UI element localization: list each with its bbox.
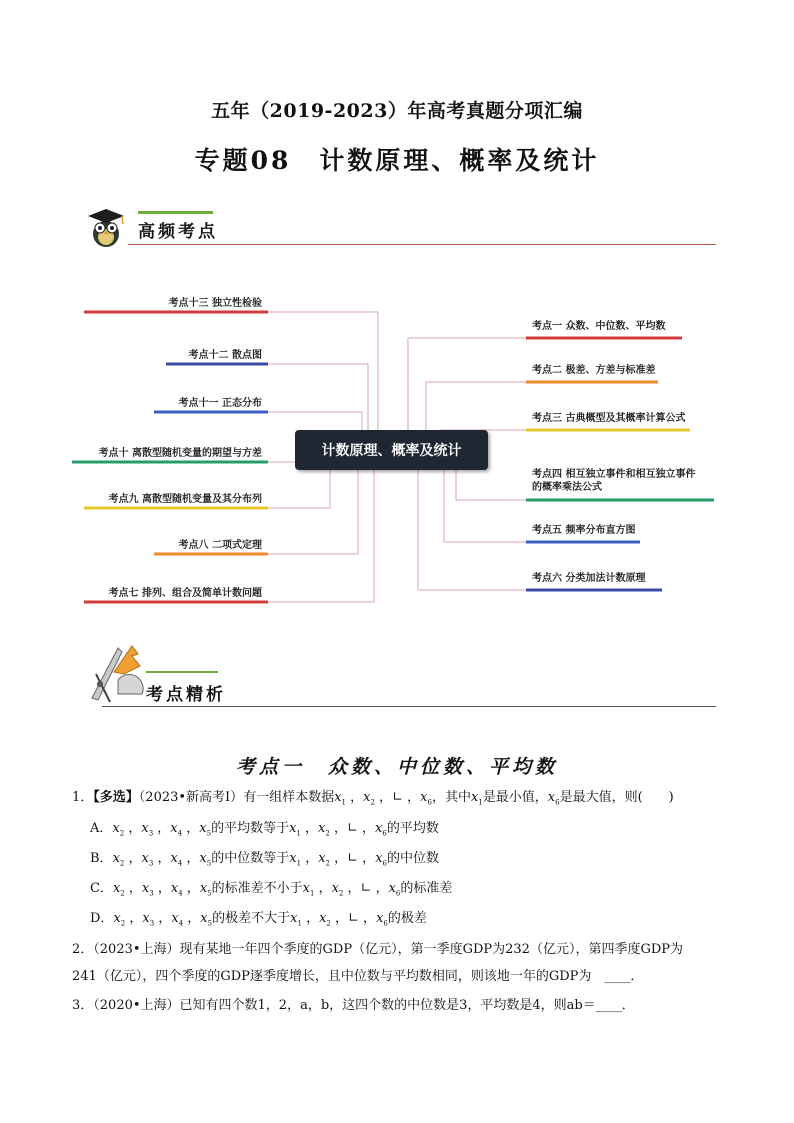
mindmap-left-node-label: 考点十 离散型随机变量的期望与方差 <box>98 448 262 459</box>
section-hot-topics-header <box>84 200 716 250</box>
mindmap-right-node-label: 考点一 众数、中位数、平均数 <box>532 321 666 332</box>
option-a[interactable]: A．$x_2$ ，$x_3$ ，$x_4$ ，$x_5$的平均数等于$x_1$ ，$x_2$ ，∟ ，$x_6$的平均数 <box>90 821 439 838</box>
mindmap-center-node: 计数原理、概率及统计 <box>295 430 488 470</box>
section-hot-topics-label: 高频考点 <box>138 222 218 242</box>
document-title: 五年（2019-2023）年高考真题分项汇编 <box>211 100 583 122</box>
topic-title: 专题08 计数原理、概率及统计 <box>194 146 600 175</box>
section-analysis-header <box>88 644 718 710</box>
mindmap-right-node-label: 考点二 极差、方差与标准差 <box>532 365 656 376</box>
section-divider <box>102 706 716 707</box>
question-2-line-1: 2．（2023•上海）现有某地一年四个季度的GDP（亿元），第一季度GDP为232（亿元），第四季度GDP为 <box>72 942 684 957</box>
mindmap-right-node-label: 考点五 频率分布直方图 <box>532 525 636 536</box>
question-3: 3．（2020•上海）已知有四个数1，2，a，b，这四个数的中位数是3，平均数是4，则ab＝____． <box>72 998 635 1013</box>
mindmap-left-node-label: 考点十二 散点图 <box>188 350 262 361</box>
mindmap-right-node-label: 考点四 相互独立事件和相互独立事件 的概率乘法公式 <box>532 469 696 493</box>
question-2-line-2: 241（亿元），四个季度的GDP逐季度增长，且中位数与平均数相同，则该地一年的GDP为 ____． <box>72 969 644 984</box>
ruler-compass-icon <box>88 644 144 704</box>
topic-one-title: 考点一 众数、中位数、平均数 <box>235 756 558 778</box>
mindmap-left-node-label: 考点十一 正态分布 <box>178 398 262 409</box>
mindmap-left-node-label: 考点九 离散型随机变量及其分布列 <box>108 494 262 505</box>
mindmap-left-node-label: 考点八 二项式定理 <box>178 540 262 551</box>
mindmap-left-node-label: 考点十三 独立性检验 <box>168 298 262 309</box>
mindmap-left-node-label: 考点七 排列、组合及简单计数问题 <box>108 588 262 599</box>
section-analysis-label: 考点精析 <box>146 685 226 705</box>
option-c[interactable]: C．$x_2$ ，$x_3$ ，$x_4$ ，$x_5$的标准差不小于$x_1$ ，$x_2$ ，∟ ，$x_6$的标准差 <box>90 881 453 898</box>
owl-graduate-icon <box>84 204 128 248</box>
question-tag: 【多选】 <box>93 790 139 805</box>
question-1: 1．【多选】（2023•新高考Ⅰ）有一组样本数据$x_1$ ，$x_2$ ，∟ ，$x_6$，其中$x_1$是最小值，$x_6$是最大值，则( ) <box>72 790 674 807</box>
option-b[interactable]: B．$x_2$ ，$x_3$ ，$x_4$ ，$x_5$的中位数等于$x_1$ ，$x_2$ ，∟ ，$x_6$的中位数 <box>90 851 440 868</box>
mindmap <box>0 270 794 610</box>
option-d[interactable]: D．$x_2$ ，$x_3$ ，$x_4$ ，$x_5$的极差不大于$x_1$ ，$x_2$ ，∟ ，$x_6$的极差 <box>90 911 427 928</box>
mindmap-right-node-label: 考点三 古典概型及其概率计算公式 <box>532 413 686 424</box>
section-divider <box>128 244 716 245</box>
mindmap-right-node-label: 考点六 分类加法计数原理 <box>532 573 646 584</box>
